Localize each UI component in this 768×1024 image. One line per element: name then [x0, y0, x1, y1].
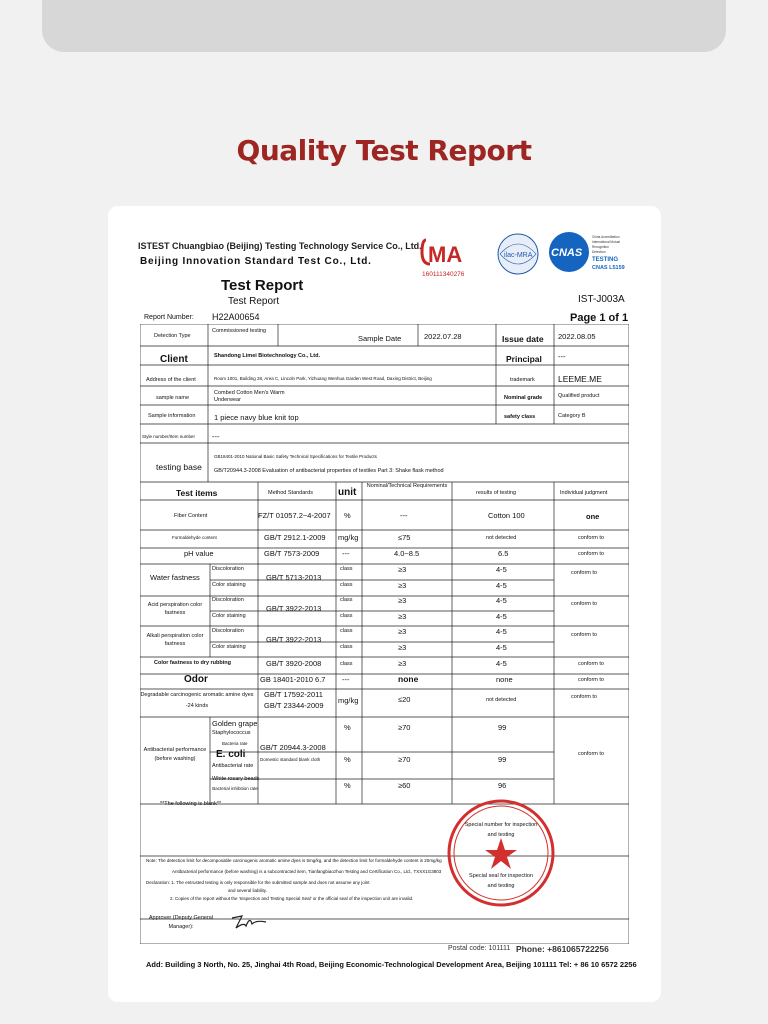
- page-title: Quality Test Report: [236, 134, 532, 167]
- style-number-value: ---: [212, 432, 220, 441]
- row-formaldehyde-unit: mg/kg: [338, 533, 359, 542]
- antibacterial-sub3-detail: Bacterial inhibition rate: [212, 786, 258, 791]
- row-alkali-judgment: conform to: [571, 632, 597, 638]
- row-formaldehyde-item: Formaldehyde content: [172, 535, 217, 540]
- testing-base-label: testing base: [156, 462, 202, 472]
- row-odor-req: none: [398, 674, 419, 684]
- antibacterial-sub2-result: 99: [498, 755, 507, 764]
- row-amine-judgment: conform to: [571, 694, 597, 700]
- row-fiber-judgment: one: [586, 512, 600, 521]
- row-odor-unit: ---: [342, 675, 350, 684]
- sample-name-label: sample name: [156, 395, 190, 401]
- antibacterial-sub2-caption: Bacteria rate: [222, 741, 248, 746]
- row-antibacterial-judgment: conform to: [578, 751, 604, 757]
- row-dry-item: Color fastness to dry rubbing: [154, 660, 232, 666]
- row-amine-req: ≤20: [398, 695, 411, 704]
- row-formaldehyde-judgment: conform to: [578, 535, 604, 541]
- row-amine-method2: GB/T 23344-2009: [264, 701, 324, 710]
- antibacterial-sub3-name: White rosary beads: [212, 776, 260, 782]
- seal-text-2: and testing: [487, 832, 515, 838]
- row-antibacterial-item: Antibacterial performance (before washing): [143, 747, 207, 762]
- nominal-grade-label: Nominal grade: [504, 395, 543, 401]
- row-dry-unit: class: [340, 661, 353, 667]
- row-water-req2: ≥3: [398, 581, 407, 590]
- cnas-logo: [549, 232, 625, 272]
- safety-class-label: safety class: [504, 414, 536, 420]
- company-name-en: Beijing Innovation Standard Test Co., Ltd.: [140, 256, 372, 267]
- row-water-unit2: class: [340, 582, 353, 588]
- row-formaldehyde-result: not detected: [486, 535, 517, 541]
- row-ph-judgment: conform to: [578, 551, 604, 557]
- sample-date: 2022.07.28: [424, 332, 462, 341]
- style-number-label: Style number/Item number: [142, 434, 196, 439]
- row-formaldehyde-req: ≤75: [398, 533, 411, 542]
- row-odor-item: Odor: [184, 674, 208, 685]
- row-dry-method: GB/T 3920-2008: [266, 659, 322, 668]
- row-fiber-unit: %: [344, 511, 351, 520]
- row-acid-sub1: Discoloration: [212, 597, 244, 603]
- report-title: Test Report: [221, 277, 304, 294]
- row-acid-req1: ≥3: [398, 596, 407, 605]
- detection-type: Commissioned testing: [212, 328, 267, 334]
- row-water-res1: 4-5: [496, 565, 507, 574]
- antibacterial-sub1-name: Golden grape: [212, 719, 258, 728]
- row-water-sub1: Discoloration: [212, 566, 244, 572]
- row-alkali-req1: ≥3: [398, 627, 407, 636]
- antibacterial-sub1-detail: Staphylococcus: [212, 730, 251, 736]
- cma-logo-text: MA: [428, 242, 463, 267]
- report-document: [108, 206, 661, 1002]
- antibacterial-sub3-result: 96: [498, 781, 507, 790]
- header-method: Method Standards: [268, 490, 313, 496]
- address-label: Address of the client: [146, 377, 196, 383]
- page-indicator: Page 1 of 1: [570, 312, 629, 324]
- antibacterial-sub1-unit: %: [344, 723, 351, 732]
- principal-value: ---: [558, 352, 566, 361]
- row-acid-unit2: class: [340, 613, 353, 619]
- report-number-label: Report Number:: [144, 314, 194, 321]
- row-fiber-req: ---: [400, 511, 408, 520]
- footer-address: Add: Building 3 North, No. 25, Jinghai 4th Road, Beijing Economic-Technological Development Area, Beijing 101111 Tel: + 86 10 6572 2256: [146, 960, 637, 969]
- antibacterial-sub2-req: ≥70: [398, 755, 411, 764]
- row-amine-method1: GB/T 17592-2011: [264, 690, 323, 699]
- svg-text:Detection: Detection: [592, 250, 606, 254]
- row-acid-sub2: Color staining: [212, 613, 246, 619]
- row-water-item: Water fastness: [150, 573, 200, 582]
- row-odor-judgment: conform to: [578, 677, 604, 683]
- approver-label: Approver (Deputy General Manager):: [148, 915, 214, 930]
- row-fiber-method: FZ/T 01057.2~4-2007: [258, 511, 331, 520]
- antibacterial-sub2-unit: %: [344, 755, 351, 764]
- seal-star-icon: [485, 838, 517, 869]
- cnas-logo-text: CNAS: [551, 247, 583, 259]
- row-acid-req2: ≥3: [398, 612, 407, 621]
- sample-info: 1 piece navy blue knit top: [214, 413, 299, 422]
- principal-label: Principal: [506, 354, 542, 364]
- detection-type-label: Detection Type: [154, 333, 191, 339]
- issue-date-label: Issue date: [502, 334, 544, 344]
- row-alkali-req2: ≥3: [398, 643, 407, 652]
- official-seal: [446, 798, 556, 908]
- declaration-1b: and several liability.: [228, 888, 267, 893]
- row-alkali-sub2: Color staining: [212, 644, 246, 650]
- note-1: Note: The detection limit for decomposable carcinogenic aromatic amine dyes is 5mg/kg, and the detection limit for formaldehyde content is 20mg/kg: [146, 858, 442, 863]
- row-water-req1: ≥3: [398, 565, 407, 574]
- row-water-judgment: conform to: [571, 570, 597, 576]
- declaration-2: 2. Copies of the report without the 'Inspection and Testing Special Seal' or the official seal of the inspection unit are invalid.: [170, 896, 414, 901]
- sample-info-label: Sample information: [148, 413, 196, 419]
- row-acid-method: GB/T 3922-2013: [266, 604, 322, 613]
- row-amine-result: not detected: [486, 697, 517, 703]
- sample-name: Combed Cotton Men's Warm Underwear: [214, 390, 285, 403]
- svg-text:China Accreditation: China Accreditation: [592, 235, 620, 239]
- ilac-logo-text: ilac-MRA: [504, 252, 533, 259]
- client-address: Room 1001, Building 28, Area C, Lincoln Park, Yizhuang Wenhua Garden West Road, Daxing District, Beijing: [214, 376, 432, 381]
- row-water-method: GB/T 5713-2013: [266, 573, 322, 582]
- row-alkali-unit2: class: [340, 644, 353, 650]
- row-alkali-res1: 4-5: [496, 627, 507, 636]
- svg-text:International Mutual: International Mutual: [592, 240, 620, 244]
- row-antibacterial-method-note: Domestic standard blank cloth: [260, 757, 321, 762]
- seal-text-1: Special number for inspection: [464, 822, 538, 828]
- document-code: IST-J003A: [578, 294, 625, 305]
- cnas-number: CNAS L5159: [592, 265, 625, 271]
- row-dry-req: ≥3: [398, 659, 407, 668]
- cma-logo: [422, 240, 465, 278]
- row-water-sub2: Color staining: [212, 582, 246, 588]
- nominal-grade-value: Qualified product: [558, 393, 600, 399]
- svg-text:TESTING: TESTING: [592, 257, 619, 263]
- testing-base-1: GB18401-2010 National Basic Safety Technical Specifications for Textile Products: [214, 454, 377, 459]
- row-alkali-item: Alkali perspiration color fastness: [146, 633, 204, 647]
- row-dry-result: 4-5: [496, 659, 507, 668]
- header-test-items: Test items: [176, 488, 218, 498]
- approver-signature: [230, 910, 270, 934]
- report-subtitle: Test Report: [228, 296, 280, 307]
- row-dry-judgment: conform to: [578, 661, 604, 667]
- safety-class-value: Category B: [558, 413, 586, 419]
- report-number: H22A00654: [212, 312, 260, 322]
- antibacterial-sub1-req: ≥70: [398, 723, 411, 732]
- row-alkali-unit1: class: [340, 628, 353, 634]
- row-ph-item: pH value: [184, 549, 214, 558]
- report-card: [108, 206, 661, 1002]
- note-2: Antibacterial performance (before washing) is a subcontracted item, Tianfangbiaozhun Testing and Certification Co., Ltd., TXXX1G3803: [172, 869, 442, 874]
- blank-note: **The following is blank**: [160, 801, 222, 807]
- row-acid-unit1: class: [340, 597, 353, 603]
- footer-postal: Postal code: 101111: [448, 945, 511, 952]
- row-ph-unit: ---: [342, 549, 350, 558]
- row-ph-req: 4.0~8.5: [394, 549, 420, 558]
- trademark-label: trademark: [510, 377, 535, 383]
- row-formaldehyde-method: GB/T 2912.1-2009: [264, 533, 326, 542]
- row-amine-unit: mg/kg: [338, 696, 359, 705]
- sample-date-label: Sample Date: [358, 334, 402, 343]
- client-label: Client: [160, 354, 188, 365]
- antibacterial-sub3-unit: %: [344, 781, 351, 790]
- antibacterial-sub3-req: ≥60: [398, 781, 411, 790]
- row-alkali-sub1: Discoloration: [212, 628, 244, 634]
- row-acid-res2: 4-5: [496, 612, 507, 621]
- row-water-res2: 4-5: [496, 581, 507, 590]
- antibacterial-sub1-result: 99: [498, 723, 507, 732]
- issue-date: 2022.08.05: [558, 332, 596, 341]
- row-acid-res1: 4-5: [496, 596, 507, 605]
- row-ph-result: 6.5: [498, 549, 509, 558]
- header-nominal: Nominal/Technical Requirements: [366, 483, 448, 489]
- antibacterial-sub2-detail: Antibacterial rate: [212, 763, 254, 769]
- footer-phone: Phone: +861065722256: [516, 944, 609, 954]
- testing-base-2: GB/T20944.3-2008 Evaluation of antibacterial properties of textiles Part 3: Shake flask method: [214, 468, 444, 474]
- row-antibacterial-method: GB/T 20944.3-2008: [260, 743, 326, 752]
- row-fiber-item: Fiber Content: [174, 513, 208, 519]
- row-acid-judgment: conform to: [571, 601, 597, 607]
- top-panel: [42, 0, 726, 52]
- row-alkali-method: GB/T 3922-2013: [266, 635, 322, 644]
- row-ph-method: GB/T 7573-2009: [264, 549, 320, 558]
- cma-number: 160111340276: [422, 271, 465, 278]
- row-odor-method: GB 18401-2010 6.7: [260, 675, 326, 684]
- row-alkali-res2: 4-5: [496, 643, 507, 652]
- trademark-value: LEEME.ME: [558, 374, 602, 384]
- ilac-logo: [498, 234, 538, 274]
- row-water-unit1: class: [340, 566, 353, 572]
- row-acid-item: Acid perspiration color fastness: [147, 602, 203, 616]
- svg-text:Recognition: Recognition: [592, 245, 609, 249]
- row-amine-item: Degradable carcinogenic aromatic amine dyes -24 kinds: [140, 692, 254, 709]
- header-unit: unit: [338, 487, 357, 498]
- accreditation-logos: [420, 230, 630, 280]
- company-name: ISTEST Chuangbiao (Beijing) Testing Technology Service Co., Ltd.: [138, 241, 422, 251]
- row-fiber-result: Cotton 100: [488, 511, 525, 520]
- client-name: Shandong Limei Biotechnology Co., Ltd.: [214, 353, 321, 359]
- header-results: results of testing: [476, 490, 517, 496]
- declaration-1: Declaration: 1. The entrusted testing is only responsible for the submitted sample and does not assume any joint: [146, 880, 370, 885]
- header-judgment: Individual judgment: [560, 490, 608, 496]
- seal-text-3: Special seal for inspection: [469, 873, 533, 879]
- seal-text-4: and testing: [487, 883, 515, 889]
- antibacterial-sub2-name: E. coli: [216, 749, 246, 760]
- row-odor-result: none: [496, 675, 513, 684]
